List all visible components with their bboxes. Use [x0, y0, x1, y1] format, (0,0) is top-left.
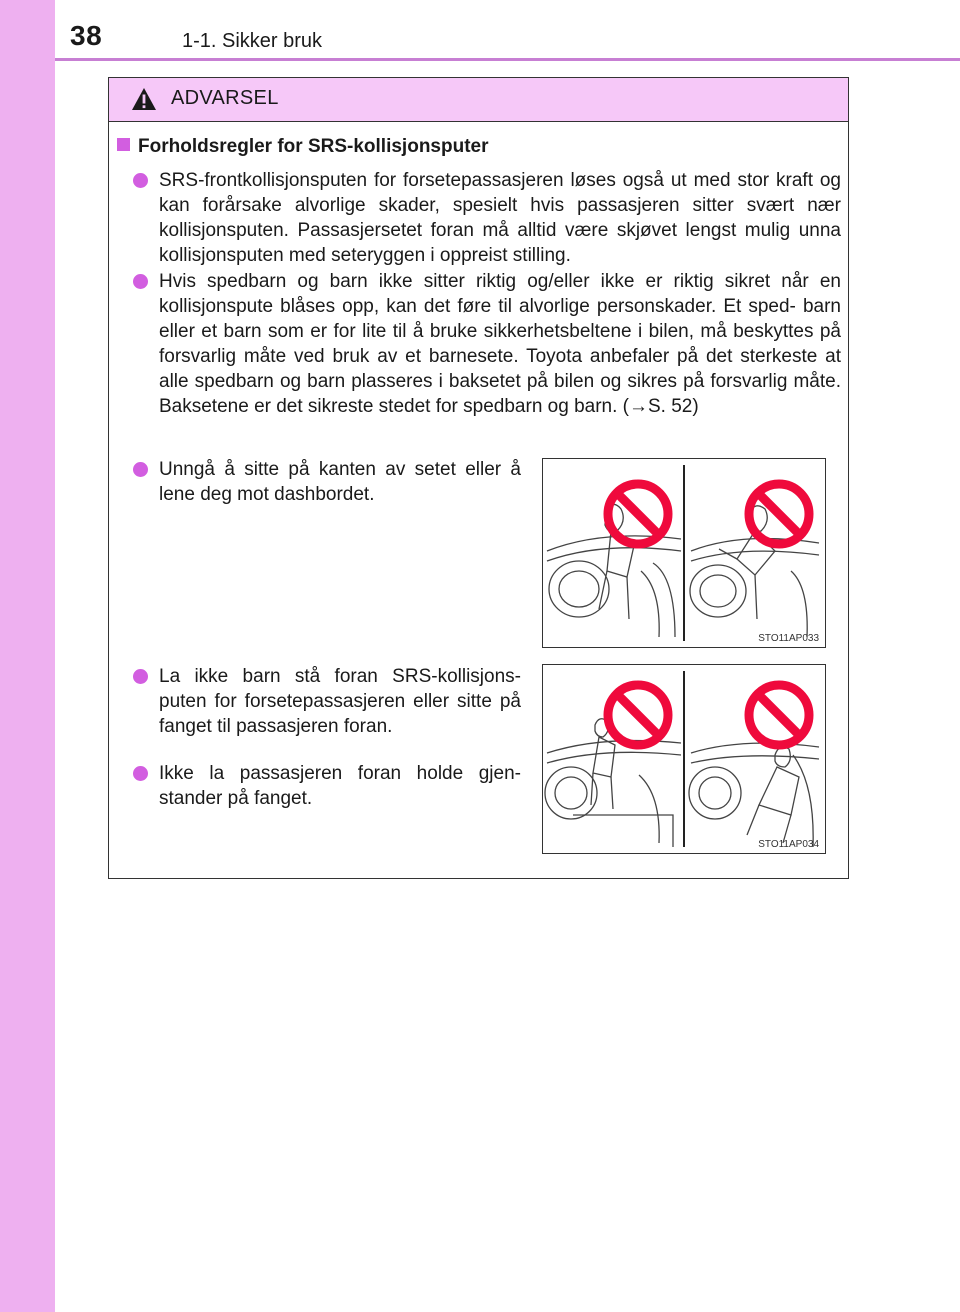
car-interior-illustration	[543, 459, 824, 646]
square-bullet-icon	[117, 138, 130, 151]
section-title: 1-1. Sikker bruk	[182, 30, 323, 52]
warning-box	[108, 77, 849, 879]
bullet-item	[133, 761, 521, 811]
bullet-item	[133, 269, 841, 419]
bullet-item	[133, 457, 521, 507]
car-interior-illustration	[543, 665, 824, 852]
subsection-title: Forholdsregler for SRS-kollisjonsputer	[117, 136, 489, 158]
warning-triangle-icon	[131, 87, 157, 111]
illustration-leaning-on-dashboard	[542, 458, 826, 648]
page-number: 38	[70, 20, 103, 51]
bullet-dot-icon	[133, 766, 148, 781]
bullet-text: Unngå å sitte på kanten av setet eller å lene deg mot dashbordet.	[159, 459, 521, 505]
bullet-text: SRS-frontkollisjonsputen for forsetepassasjeren løses også ut med stor kraft og kan forårsake alvorlige skader, spesielt hvis passasjeren sitter svært nær kollisjonsputen. Passasjersetet foran må alltid være skjøvet lengst mulig unna kollisjonsputen med seteryggen i oppreist stilling.	[159, 170, 841, 266]
bullet-text: La ikke barn stå foran SRS-kollisjons- puten for forsetepassasjeren eller sitte på fanget til passasjeren foran.	[159, 666, 521, 737]
bullet-text: Ikke la passasjeren foran holde gjen- stander på fanget.	[159, 763, 521, 809]
bullet-dot-icon	[133, 462, 148, 477]
illustration-code: STO11AP034	[758, 839, 819, 850]
illustration-code: STO11AP033	[758, 633, 819, 644]
bullet-text: Hvis spedbarn og barn ikke sitter riktig og/eller ikke er riktig sikret når en kollisjonspute blåses opp, kan det føre til alvorlige personskader. Et sped- barn eller et barn som er for lite til å bruke sikkerhetsbeltene i bilen, må beskyttes på forsvarlig måte ved bruk av et barnesete. Toyota anbefaler på det sterkeste at alle spedbarn og barn plasseres i baksetet på bilen og sikres på forsvarlig måte. Baksetene er det sikreste stedet for spedbarn og barn. (→S. 52)	[159, 271, 841, 417]
warning-header	[109, 78, 848, 122]
bullet-dot-icon	[133, 274, 148, 289]
side-tab-bar	[0, 0, 55, 1312]
warning-label: ADVARSEL	[171, 87, 279, 109]
bullet-dot-icon	[133, 669, 148, 684]
bullet-dot-icon	[133, 173, 148, 188]
bullet-item	[133, 168, 841, 268]
header-rule	[55, 58, 960, 61]
illustration-child-standing	[542, 664, 826, 854]
bullet-item	[133, 664, 521, 739]
